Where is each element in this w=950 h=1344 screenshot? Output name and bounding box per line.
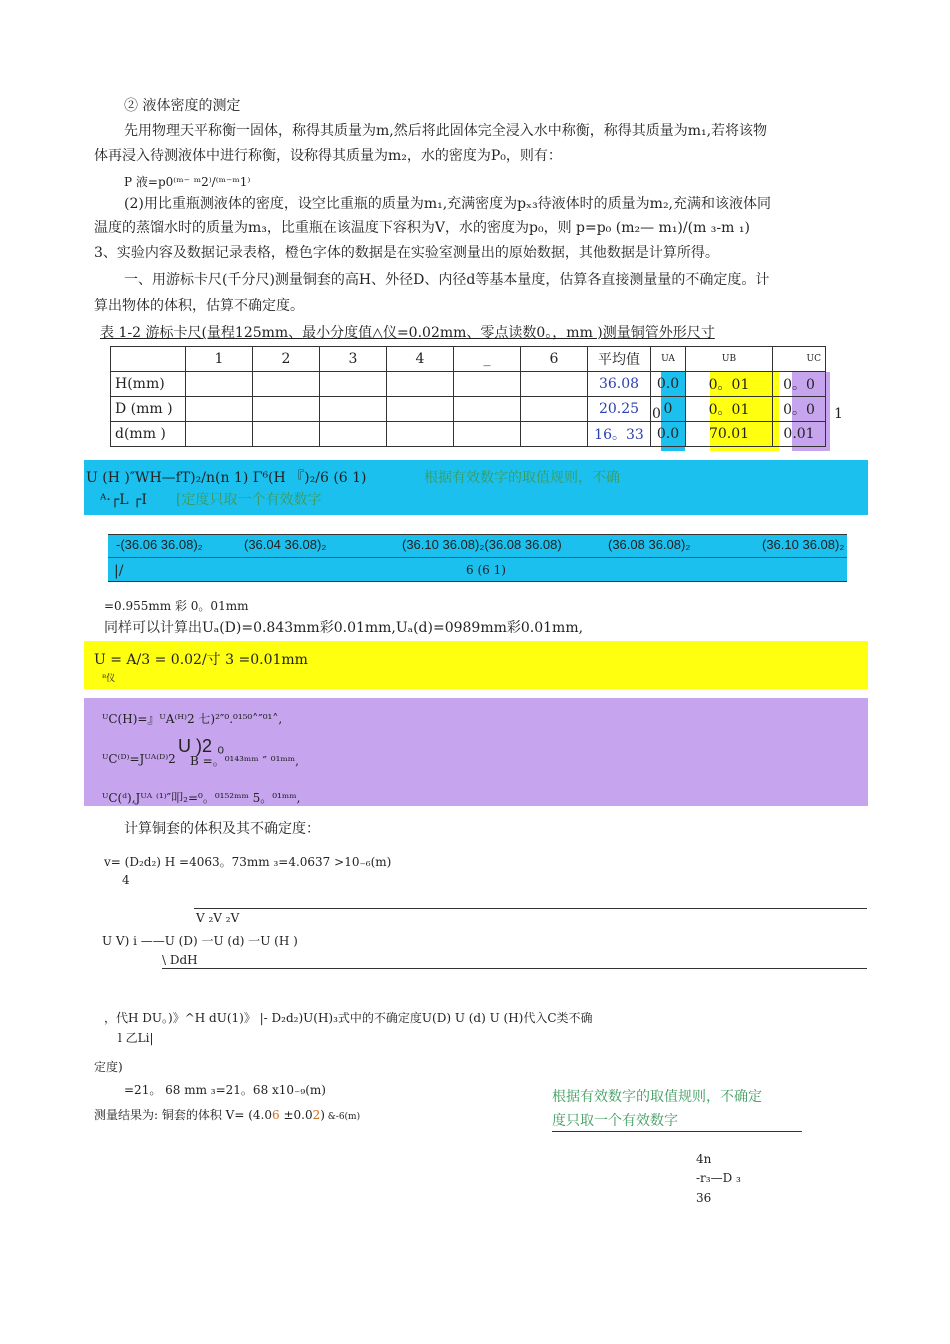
stray-zero: 0 — [652, 406, 661, 422]
side-note-underline — [552, 1131, 802, 1132]
calc-term: -(36.06 36.08)₂ — [116, 537, 203, 552]
ua-formula-sub: ᴬ·┌L ┌I — [100, 492, 147, 508]
row-avg: 16。33 — [588, 422, 651, 447]
text-line: l 乙Li| — [118, 1031, 154, 1045]
calc-root: |/ — [114, 563, 124, 579]
row-uc: 0.01 — [773, 422, 826, 447]
row-avg: 20.25 — [588, 397, 651, 422]
row-label: d(mm ) — [111, 422, 186, 447]
ub-formula: U = A/3 = 0.02/寸 3 =0.01mm — [94, 652, 308, 668]
uc-formula-dd: ᵁC(ᵈ),Jᵁᴬ ⁽¹⁾″叩₂=⁰。⁰¹⁵²ᵐᵐ 5。⁰¹ᵐᵐ, — [102, 791, 301, 805]
uc-formula-d-tail: B =。⁰¹⁴³ᵐᵐ ″ ⁰¹ᵐᵐ, — [190, 754, 299, 768]
paragraph-line: 3、实验内容及数据记录表格，橙色字体的数据是在实验室测量出的原始数据，其他数据是计算所得。 — [94, 245, 719, 261]
row-ua: 0.0 — [651, 422, 686, 447]
sig-fig-note: [定度只取一个有效数字 — [176, 492, 322, 508]
table-caption: 表 1-2 游标卡尺(量程125mm、最小分度值△仪=0.02mm、零点读数0。，mm )测量铜管外形尺寸 — [100, 325, 715, 341]
uc-formula-h: ᵁC(H)=』ᵁA⁽ᴴ⁾2 七)²″⁰.⁰¹⁵⁰˄″⁰¹˄, — [102, 712, 283, 726]
uv-formula-top: V ₂V ₂V — [196, 911, 240, 925]
text-line: 定度) — [94, 1060, 123, 1074]
calc-term: (36.10 36.08)₂(36.08 36.08) — [402, 537, 562, 552]
table-header: 3 — [320, 347, 387, 372]
calc-term: (36.10 36.08)₂ — [762, 537, 845, 552]
calc-term: (36.08 36.08)₂ — [608, 537, 691, 552]
tail-formula: -r₃—D ₃ — [696, 1171, 741, 1185]
table-header: UB — [686, 347, 773, 372]
radical-bottom-line — [162, 968, 867, 969]
result-digit: 2 — [312, 1108, 321, 1122]
row-ua: 0 — [651, 397, 686, 422]
row-avg: 36.08 — [588, 372, 651, 397]
uc-formula-d: ᵁC⁽ᴰ⁾=Jᵁᴬ⁽ᴰ⁾2 — [102, 752, 176, 766]
table-header: 平均值 — [588, 347, 651, 372]
paragraph-line: 一、用游标卡尺(千分尺)测量铜套的高H、外径D、内径d等基本量度，估算各直接测量量的不确定度。计 — [124, 272, 770, 288]
row-ub: 70.01 — [686, 422, 773, 447]
stray-one: 1 — [834, 406, 843, 422]
table-header — [111, 347, 186, 372]
table-row — [111, 397, 826, 422]
uc-formula-big: U )2 ₀ — [178, 736, 225, 756]
volume-formula-den: 4 — [122, 873, 130, 887]
side-note: 度只取一个有效数字 — [552, 1113, 678, 1129]
result-value: ±0.0 — [279, 1108, 313, 1122]
ub-formula-sub: ᴮ仪 — [102, 674, 116, 684]
result-label: 测量结果为: — [94, 1108, 162, 1122]
result-line: =0.955mm 彩 0。01mm — [104, 599, 249, 613]
side-note: 根据有效数字的取值规则，不确定 — [552, 1089, 762, 1105]
measurement-result — [94, 1106, 360, 1123]
text-line: ，代H DU。)》^H dU(1)》 |- D₂d₂)U(H)₃式中的不确定度U(D) U (d) U (H)代入C类不确 — [104, 1011, 593, 1025]
radical-top-line — [194, 908, 867, 909]
result-line: 同样可以计算出Uₐ(D)=0.843mm彩0.01mm,Uₐ(d)=0989mm彩0.01mm, — [104, 620, 584, 636]
calc-divider — [108, 557, 847, 558]
result-value: ) — [320, 1108, 325, 1122]
result-unit: &-6(m) — [324, 1112, 361, 1122]
table-row — [111, 422, 826, 447]
row-uc: 0。0 — [773, 397, 826, 422]
row-ua: 0.0 — [651, 372, 686, 397]
calc-term: (36.04 36.08)₂ — [244, 537, 327, 552]
ua-formula: U (H )″WH—fT)₂/n(n 1) Γ⁶(H 『)₂/6 (6 1) — [86, 470, 367, 486]
paragraph-line: (2)用比重瓶测液体的密度，设空比重瓶的质量为m₁,充满密度为pₓ₃待液体时的质量为m₂,充满和该液体同 — [124, 196, 772, 212]
tail-formula: 36 — [696, 1191, 712, 1205]
row-ub: 0。01 — [686, 397, 773, 422]
paragraph-line: 体再浸入待测液体中进行称衡，设称得其质量为m₂，水的密度为P₀，则有： — [94, 148, 562, 164]
table-header-row — [111, 347, 826, 372]
row-label: H(mm) — [111, 372, 186, 397]
row-uc: 0。0 — [773, 372, 826, 397]
paragraph-line: 先用物理天平称衡一固体，称得其质量为m,然后将此固体完全浸入水中称衡，称得其质量为m₁,若将该物 — [124, 123, 768, 139]
result-value: 铜套的体积 V= (4.0 — [161, 1108, 272, 1122]
measurement-table — [110, 346, 826, 447]
table-header: _ — [454, 347, 521, 372]
sig-fig-note: 根据有效数字的取值规则，不确 — [424, 470, 620, 486]
tail-formula: 4n — [696, 1152, 712, 1166]
uv-formula-bottom: \ DdH — [162, 953, 198, 967]
table-header: UA — [651, 347, 686, 372]
table-header: 2 — [253, 347, 320, 372]
paragraph-line: 温度的蒸馏水时的质量为m₃，比重瓶在该温度下容积为V，水的密度为p₀，则 p=p₀ (m₂— m₁)/(m ₃-m ₁) — [94, 220, 750, 236]
row-label: D (mm ) — [111, 397, 186, 422]
section-title: ② 液体密度的测定 — [124, 98, 241, 114]
table-header: 1 — [186, 347, 253, 372]
table-header: 6 — [521, 347, 588, 372]
uv-formula: U V) i ——U (D) 一U (d) 一U (H ) — [102, 934, 298, 948]
row-ub: 0。01 — [686, 372, 773, 397]
calc-denominator: 6 (6 1) — [466, 563, 506, 577]
table-header: 4 — [387, 347, 454, 372]
paragraph-line: 算出物体的体积，估算不确定度。 — [94, 298, 304, 314]
table-row — [111, 372, 826, 397]
formula-liquid-density: P 液=p0⁽ᵐ⁻ ᵐ2⁾/⁽ᵐ⁻ᵐ1⁾ — [124, 175, 251, 189]
result-digit: 6 — [271, 1108, 280, 1122]
volume-formula: v= (D₂d₂) H =4063。73mm ₃=4.0637 >10₋₆(m) — [104, 855, 392, 869]
table-header: UC — [773, 347, 826, 372]
volume-heading: 计算铜套的体积及其不确定度： — [124, 821, 320, 837]
text-line: =21。 68 mm ₃=21。68 x10₋₉(m) — [124, 1083, 326, 1097]
